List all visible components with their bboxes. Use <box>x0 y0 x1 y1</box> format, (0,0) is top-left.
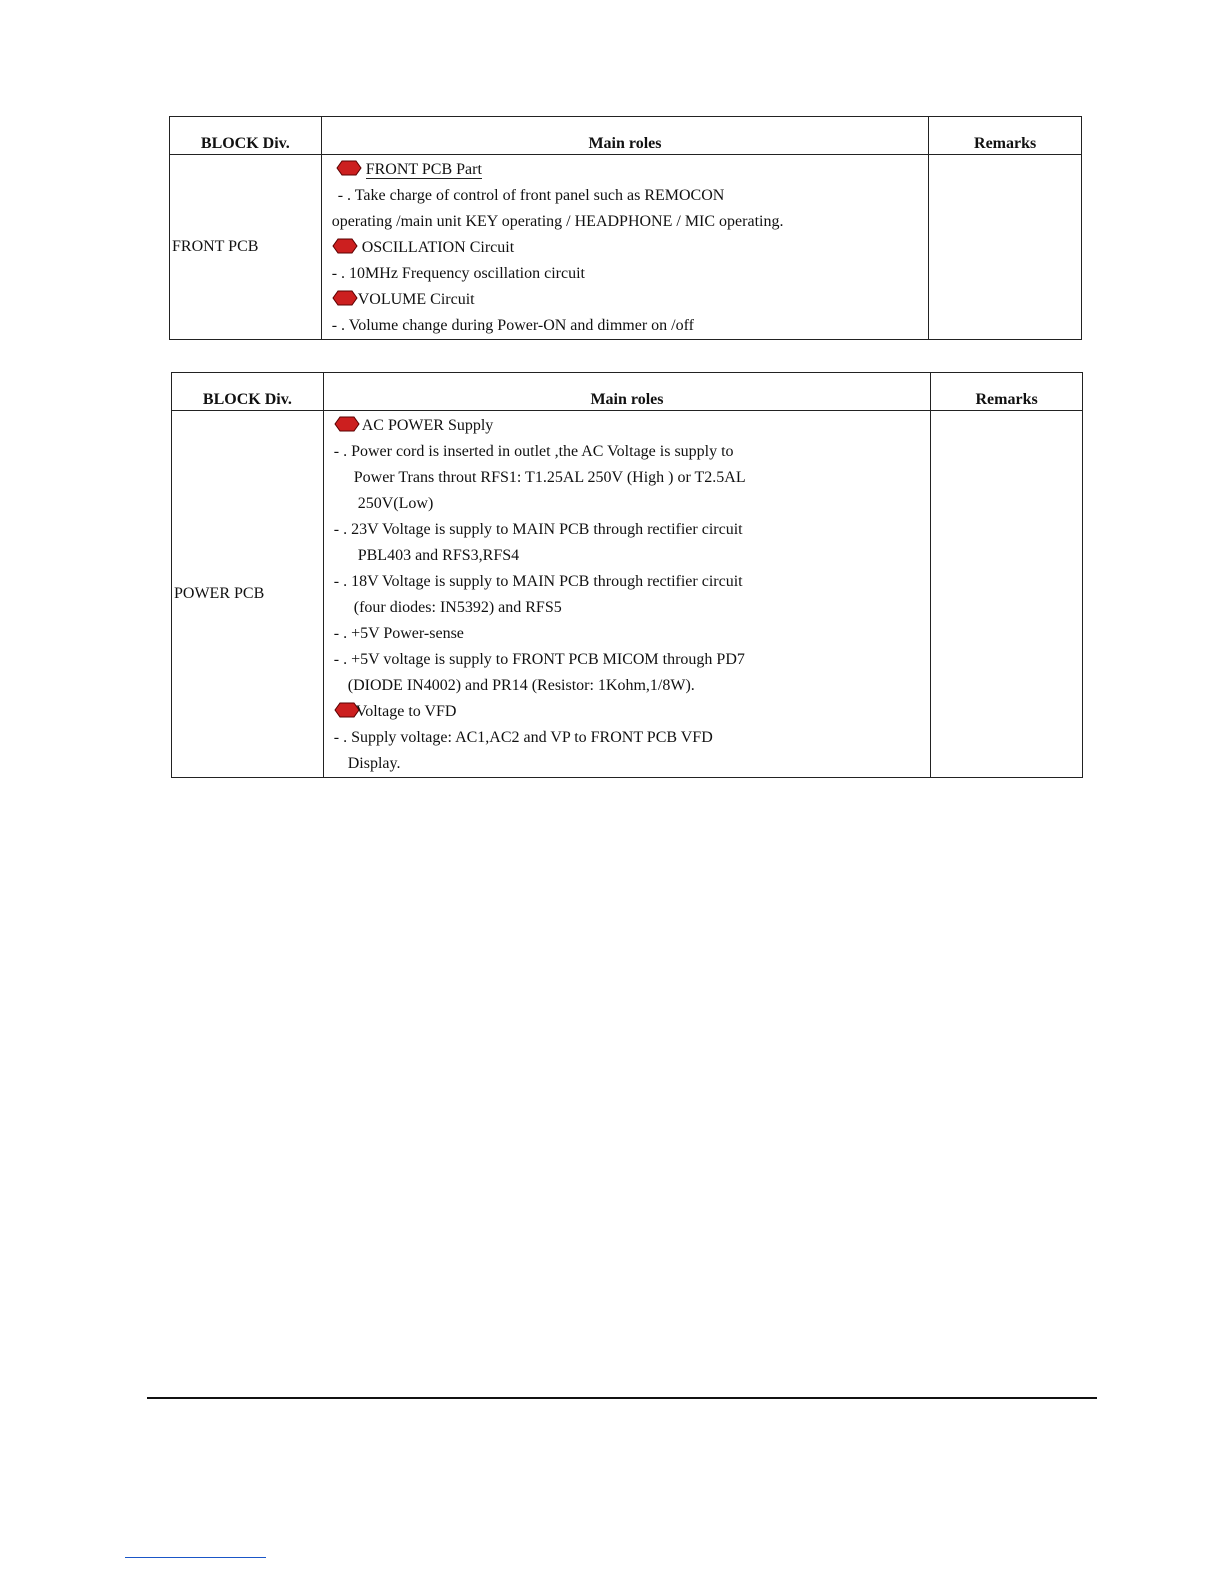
role-line-text: Power Trans throut RFS1: T1.25AL 250V (High ) or T2.5AL <box>353 469 746 486</box>
power-pcb-table <box>171 372 1083 778</box>
role-heading-text: VOLUME Circuit <box>357 291 475 308</box>
role-line: (four diodes: IN5392) and RFS5 <box>353 599 562 616</box>
role-line: - . 10MHz Frequency oscillation circuit <box>331 265 585 282</box>
front-pcb-table <box>169 116 1082 340</box>
role-line: - . +5V voltage is supply to FRONT PCB MICOM through PD7 <box>333 651 745 668</box>
role-line: - . Power cord is inserted in outlet ,the AC Voltage is supply to <box>333 443 734 460</box>
header-main-roles: Main roles <box>321 117 929 155</box>
role-line: - . Volume change during Power-ON and dimmer on /off <box>331 317 694 334</box>
header-remarks: Remarks <box>929 117 1082 155</box>
role-heading-text: AC POWER Supply <box>361 417 494 434</box>
role-line: 250V(Low) <box>357 495 434 512</box>
table-header-row <box>172 373 1083 411</box>
role-heading <box>334 413 930 439</box>
role-line: - . +5V Power-sense <box>333 625 464 642</box>
role-line: - . Take charge of control of front panel such as REMOCON <box>337 187 725 204</box>
role-line: (DIODE IN4002) and PR14 (Resistor: 1Kohm,1/8W). <box>347 677 695 694</box>
red-hexagon-bullet-icon <box>332 238 358 254</box>
main-roles-cell <box>323 411 930 778</box>
remarks-cell <box>929 155 1082 340</box>
red-hexagon-bullet-icon <box>332 290 358 306</box>
table-row <box>172 411 1083 778</box>
remarks-cell <box>931 411 1083 778</box>
table-header-row <box>170 117 1082 155</box>
role-heading <box>332 287 929 313</box>
main-roles-cell <box>321 155 929 340</box>
role-line: PBL403 and RFS3,RFS4 <box>357 547 520 564</box>
role-heading <box>332 235 929 261</box>
role-line: - . Supply voltage: AC1,AC2 and VP to FRONT PCB VFD <box>333 729 713 746</box>
role-heading-text: FRONT PCB Part <box>365 161 482 178</box>
role-line: Display. <box>347 755 401 772</box>
header-remarks: Remarks <box>931 373 1083 411</box>
role-heading <box>334 699 930 725</box>
role-heading-text: OSCILLATION Circuit <box>361 239 515 256</box>
footer-divider <box>147 1397 1097 1399</box>
role-heading-text: Voltage to VFD <box>355 703 457 720</box>
role-line: - . 18V Voltage is supply to MAIN PCB through rectifier circuit <box>333 573 743 590</box>
role-line: operating /main unit KEY operating / HEADPHONE / MIC operating. <box>331 213 784 230</box>
header-block-div: BLOCK Div. <box>170 117 322 155</box>
red-hexagon-bullet-icon <box>336 160 362 176</box>
role-heading <box>332 157 929 183</box>
role-line <box>334 465 930 491</box>
block-name: FRONT PCB <box>170 155 322 340</box>
header-main-roles: Main roles <box>323 373 930 411</box>
red-hexagon-bullet-icon <box>334 416 360 432</box>
header-block-div: BLOCK Div. <box>172 373 324 411</box>
footer-link-underline <box>125 1557 266 1558</box>
role-line: - . 23V Voltage is supply to MAIN PCB through rectifier circuit <box>333 521 743 538</box>
block-name: POWER PCB <box>172 411 324 778</box>
table-row <box>170 155 1082 340</box>
